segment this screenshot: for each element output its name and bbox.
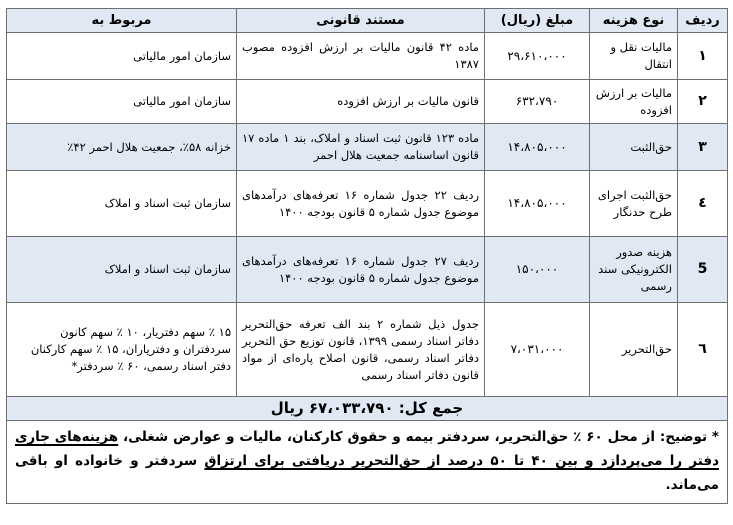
related-to: سازمان امور مالیاتی [7, 80, 237, 124]
related-to: سازمان امور مالیاتی [7, 33, 237, 80]
note-cell [7, 421, 728, 504]
fee-type: هزینه صدور الکترونیکی سند رسمی [590, 237, 678, 303]
table-header-row [7, 9, 728, 33]
table-row [7, 171, 728, 237]
note-row [7, 421, 728, 504]
fee-type: حق‌التحریر [590, 303, 678, 397]
fee-amount: ۱۴،۸۰۵،۰۰۰ [485, 171, 590, 237]
fee-type: حق‌الثبت اجرای طرح حدنگار [590, 171, 678, 237]
header-amount: مبلغ (ریال) [485, 9, 590, 33]
fee-type: مالیات نقل و انتقال [590, 33, 678, 80]
fee-amount: ۲۹،۶۱۰،۰۰۰ [485, 33, 590, 80]
fee-amount: ۱۵۰،۰۰۰ [485, 237, 590, 303]
table-row [7, 303, 728, 397]
related-to: سازمان ثبت اسناد و املاک [7, 171, 237, 237]
legal-basis: ردیف ۲۷ جدول شماره ۱۶ تعرفه‌های درآمدهای موضوع جدول شماره ۵ قانون بودجه ۱۴۰۰ [237, 237, 485, 303]
header-row-number: ردیف [678, 9, 728, 33]
legal-basis: جدول ذیل شماره ۲ بند الف تعرفه حق‌التحریر دفاتر اسناد رسمی ۱۳۹۹، قانون توزیع حق التحریر دفاتر اسناد رسمی، قانون اصلاح پاره‌ای از مواد قانون دفاتر اسناد رسمی [237, 303, 485, 397]
table-row [7, 80, 728, 124]
legal-basis: ماده ۴۲ قانون مالیات بر ارزش افزوده مصوب ۱۳۸۷ [237, 33, 485, 80]
row-number: 5 [678, 237, 728, 303]
legal-basis: قانون مالیات بر ارزش افزوده [237, 80, 485, 124]
fee-amount: ۱۴،۸۰۵،۰۰۰ [485, 124, 590, 171]
note-text-underlined: هزینه‌های جاری دفتر را می‌پردازد و بین ۴۰ تا ۵۰ درصد از حق‌التحریر دریافتی برای ارتزاق [15, 429, 719, 469]
row-number: ٤ [678, 171, 728, 237]
note-text-end: سردفتر و خانواده او باقی می‌ماند. [15, 453, 719, 493]
related-to: خزانه ۵۸٪، جمعیت هلال احمر ۴۲٪ [7, 124, 237, 171]
row-number: ۳ [678, 124, 728, 171]
total-cell [7, 397, 728, 421]
fee-amount: ۶۳۲،۷۹۰ [485, 80, 590, 124]
fee-table [6, 8, 728, 504]
total-label: جمع کل: [398, 399, 464, 417]
fee-type: مالیات بر ارزش افزوده [590, 80, 678, 124]
row-number: ۱ [678, 33, 728, 80]
table-row [7, 33, 728, 80]
header-related-to: مربوط به [7, 9, 237, 33]
header-legal-basis: مستند قانونی [237, 9, 485, 33]
note-text-start: * توضیح: از محل ۶۰ ٪ حق‌التحریر، سردفتر بیمه و حقوق کارکنان، مالیات و عوارض شغلی، [118, 429, 719, 445]
fee-amount: ۷،۰۳۱،۰۰۰ [485, 303, 590, 397]
total-value: ۶۷،۰۳۳،۷۹۰ ریال [270, 399, 394, 417]
row-number: ۲ [678, 80, 728, 124]
legal-basis: ماده ۱۲۳ قانون ثبت اسناد و املاک، بند ۱ ماده ۱۷ قانون اساسنامه جمعیت هلال احمر [237, 124, 485, 171]
fee-type: حق‌الثبت [590, 124, 678, 171]
table-row [7, 237, 728, 303]
header-fee-type: نوع هزینه [590, 9, 678, 33]
row-number: ٦ [678, 303, 728, 397]
related-to: سازمان ثبت اسناد و املاک [7, 237, 237, 303]
fee-table-container [6, 8, 727, 504]
related-to: ۱۵ ٪ سهم دفتریار، ۱۰ ٪ سهم کانون سردفتران و دفترياران، ۱۵ ٪ سهم کارکنان دفتر اسناد رسمی، ۶۰ ٪ سردفتر* [7, 303, 237, 397]
table-row [7, 124, 728, 171]
legal-basis: ردیف ۲۲ جدول شماره ۱۶ تعرفه‌های درآمدهای موضوع جدول شماره ۵ قانون بودجه ۱۴۰۰ [237, 171, 485, 237]
total-row [7, 397, 728, 421]
